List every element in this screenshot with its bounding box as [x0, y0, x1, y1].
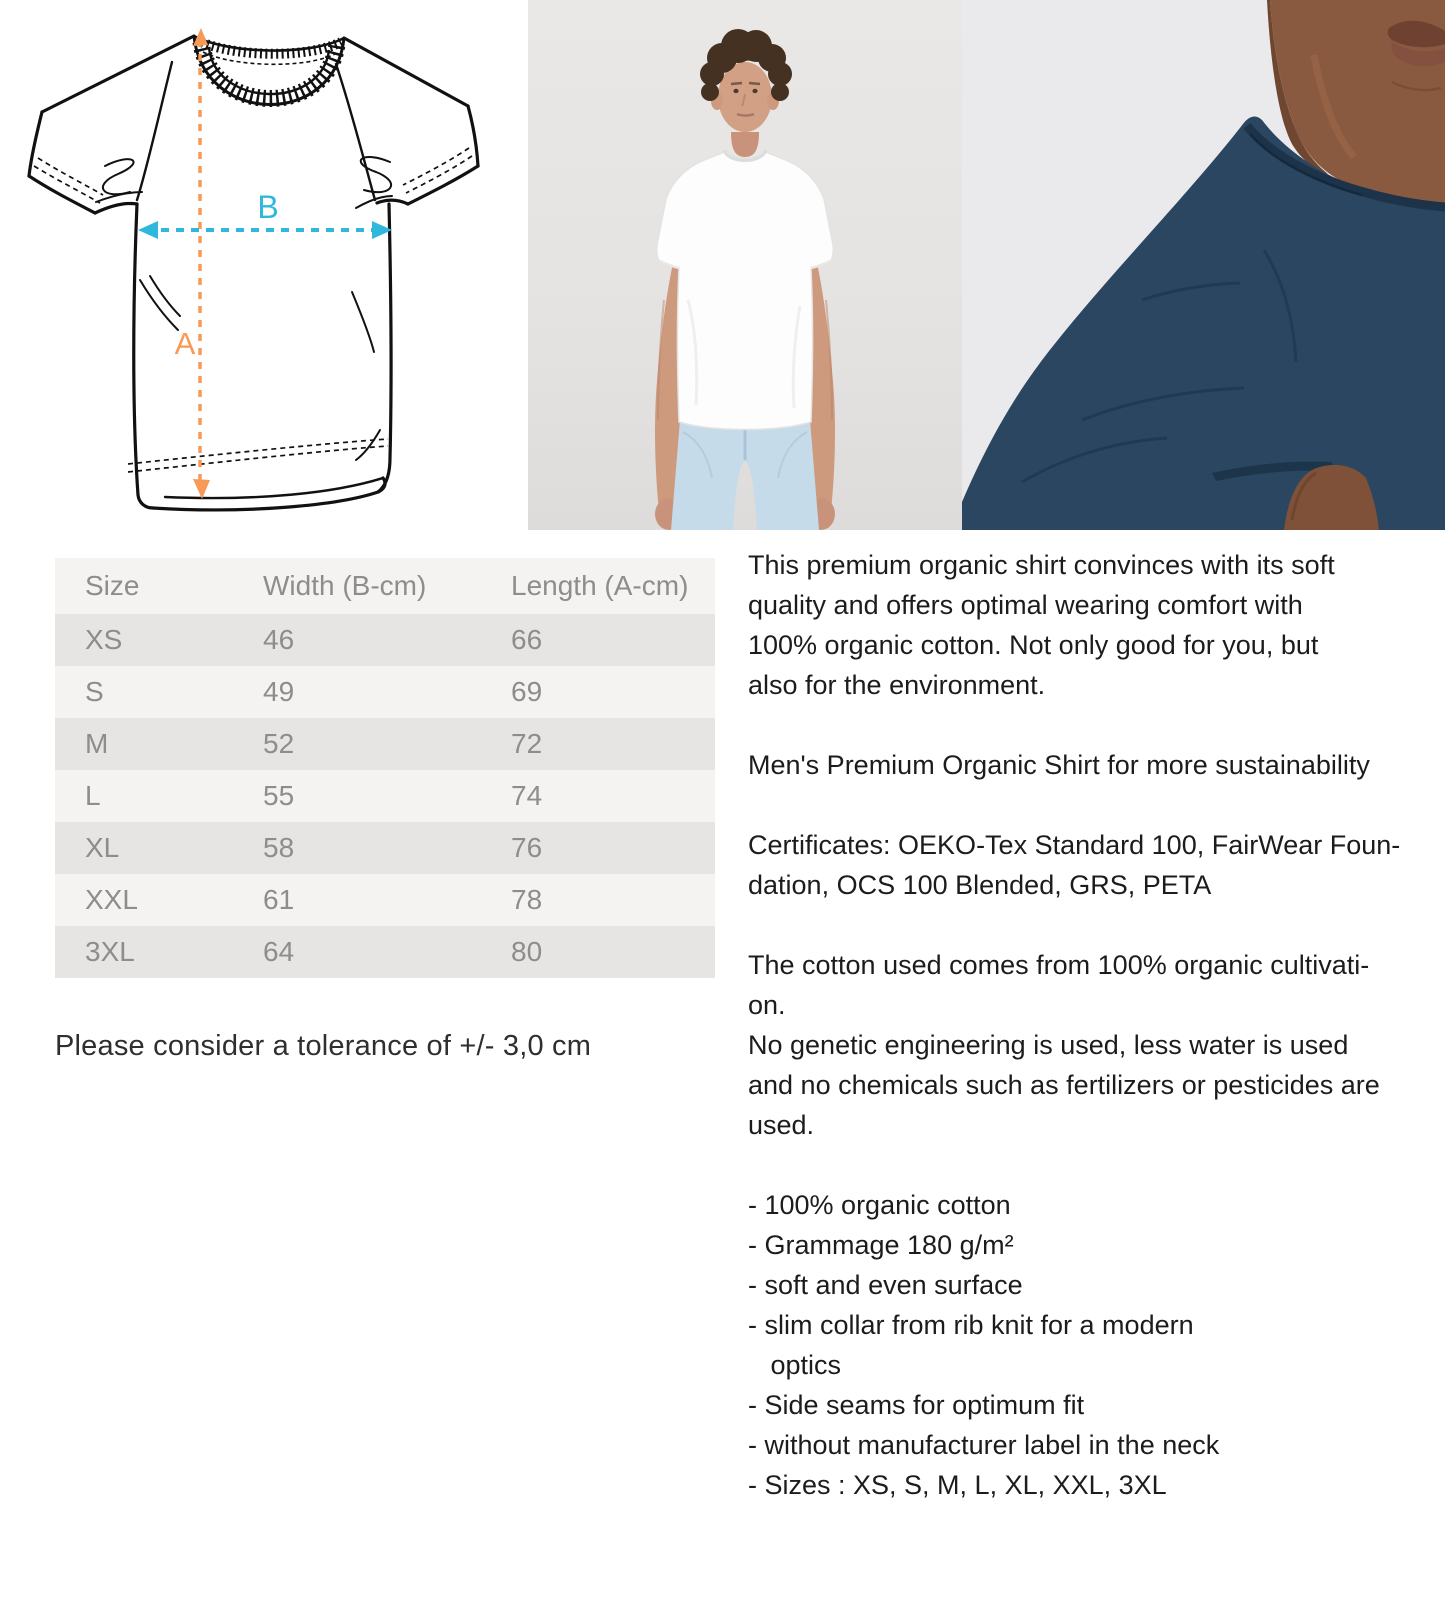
table-cell: 78 [511, 884, 543, 915]
table-cell: 61 [263, 884, 295, 915]
table-cell: 72 [511, 728, 543, 759]
table-header-row [55, 558, 715, 614]
table-cell: XXL [85, 884, 138, 915]
table-cell: S [85, 676, 104, 707]
model-photo-illustration [528, 0, 962, 530]
tshirt-outline [29, 36, 478, 510]
detail-photo-illustration [962, 0, 1445, 530]
description-paragraph [748, 745, 1420, 785]
product-description [748, 545, 1420, 1505]
table-row [55, 718, 715, 770]
description-line: quality and offers optimal wearing comfort with [748, 590, 1303, 620]
table-cell: 55 [263, 780, 295, 811]
table-row [55, 614, 715, 666]
table-cell: 52 [263, 728, 295, 759]
size-table-body [55, 614, 715, 978]
stitch-lines [34, 148, 472, 472]
table-cell: 80 [511, 936, 543, 967]
description-paragraph [748, 1185, 1420, 1505]
description-line: - soft and even surface [748, 1270, 1023, 1300]
tolerance-note: Please consider a tolerance of +/- 3,0 cm [55, 1030, 592, 1062]
header-length: Length (A-cm) [510, 558, 715, 614]
description-line: dation, OCS 100 Blended, GRS, PETA [748, 870, 1212, 900]
description-line: Men's Premium Organic Shirt for more sustainability [748, 750, 1370, 780]
table-row [55, 822, 715, 874]
table-row [55, 666, 715, 718]
description-line: - Grammage 180 g/m² [748, 1230, 1014, 1260]
description-line: optics [748, 1350, 842, 1380]
table-cell: L [85, 780, 101, 811]
description-line: No genetic engineering is used, less water is used [748, 1030, 1349, 1060]
description-paragraph [748, 945, 1420, 1145]
description-line: - without manufacturer label in the neck [748, 1430, 1220, 1460]
description-line: - Sizes : XS, S, M, L, XL, XXL, 3XL [748, 1470, 1167, 1500]
measurement-b [138, 189, 392, 239]
table-cell: M [85, 728, 109, 759]
description-line: This premium organic shirt convinces with its soft [748, 550, 1335, 580]
table-cell: XL [85, 832, 120, 863]
table-cell: 64 [263, 936, 295, 967]
description-line: The cotton used comes from 100% organic cultivati- [748, 950, 1370, 980]
tshirt-measurement-diagram [0, 0, 511, 530]
header-size: Size [55, 558, 262, 614]
description-paragraph [748, 825, 1420, 905]
collar [194, 36, 344, 105]
info-row [0, 530, 1445, 1505]
size-diagram-panel [0, 0, 511, 530]
model-photo [528, 0, 962, 530]
header-width: Width (B-cm) [262, 558, 510, 614]
table-row [55, 770, 715, 822]
size-table [55, 558, 715, 978]
description-line: also for the environment. [748, 670, 1046, 700]
measurement-a [175, 28, 210, 499]
description-line: - 100% organic cotton [748, 1190, 1011, 1220]
description-line: 100% organic cotton. Not only good for you, but [748, 630, 1319, 660]
size-info-column [55, 558, 715, 1063]
image-row [0, 0, 1445, 530]
description-line: - Side seams for optimum fit [748, 1390, 1085, 1420]
detail-photo [962, 0, 1445, 530]
table-cell: 69 [511, 676, 543, 707]
table-cell: 46 [263, 624, 295, 655]
table-row [55, 926, 715, 978]
table-cell: 66 [511, 624, 543, 655]
table-cell: 49 [263, 676, 295, 707]
table-cell: 3XL [85, 936, 135, 967]
arrowhead-down [193, 479, 210, 499]
table-cell: XS [85, 624, 123, 655]
model-tshirt [657, 150, 834, 430]
label-a: A [174, 326, 196, 361]
table-cell: 74 [511, 780, 543, 811]
description-line: used. [748, 1110, 815, 1140]
table-cell: 76 [511, 832, 543, 863]
table-cell: 58 [263, 832, 295, 863]
description-line: - slim collar from rib knit for a modern [748, 1310, 1194, 1340]
fabric-wrinkles [96, 157, 392, 460]
table-row [55, 874, 715, 926]
description-line: on. [748, 990, 786, 1020]
description-paragraph [748, 545, 1420, 705]
description-line: and no chemicals such as fertilizers or pesticides are [748, 1070, 1380, 1100]
description-line: Certificates: OEKO-Tex Standard 100, FairWear Foun- [748, 830, 1401, 860]
label-b: B [257, 189, 279, 225]
arrowhead-left [138, 221, 158, 239]
